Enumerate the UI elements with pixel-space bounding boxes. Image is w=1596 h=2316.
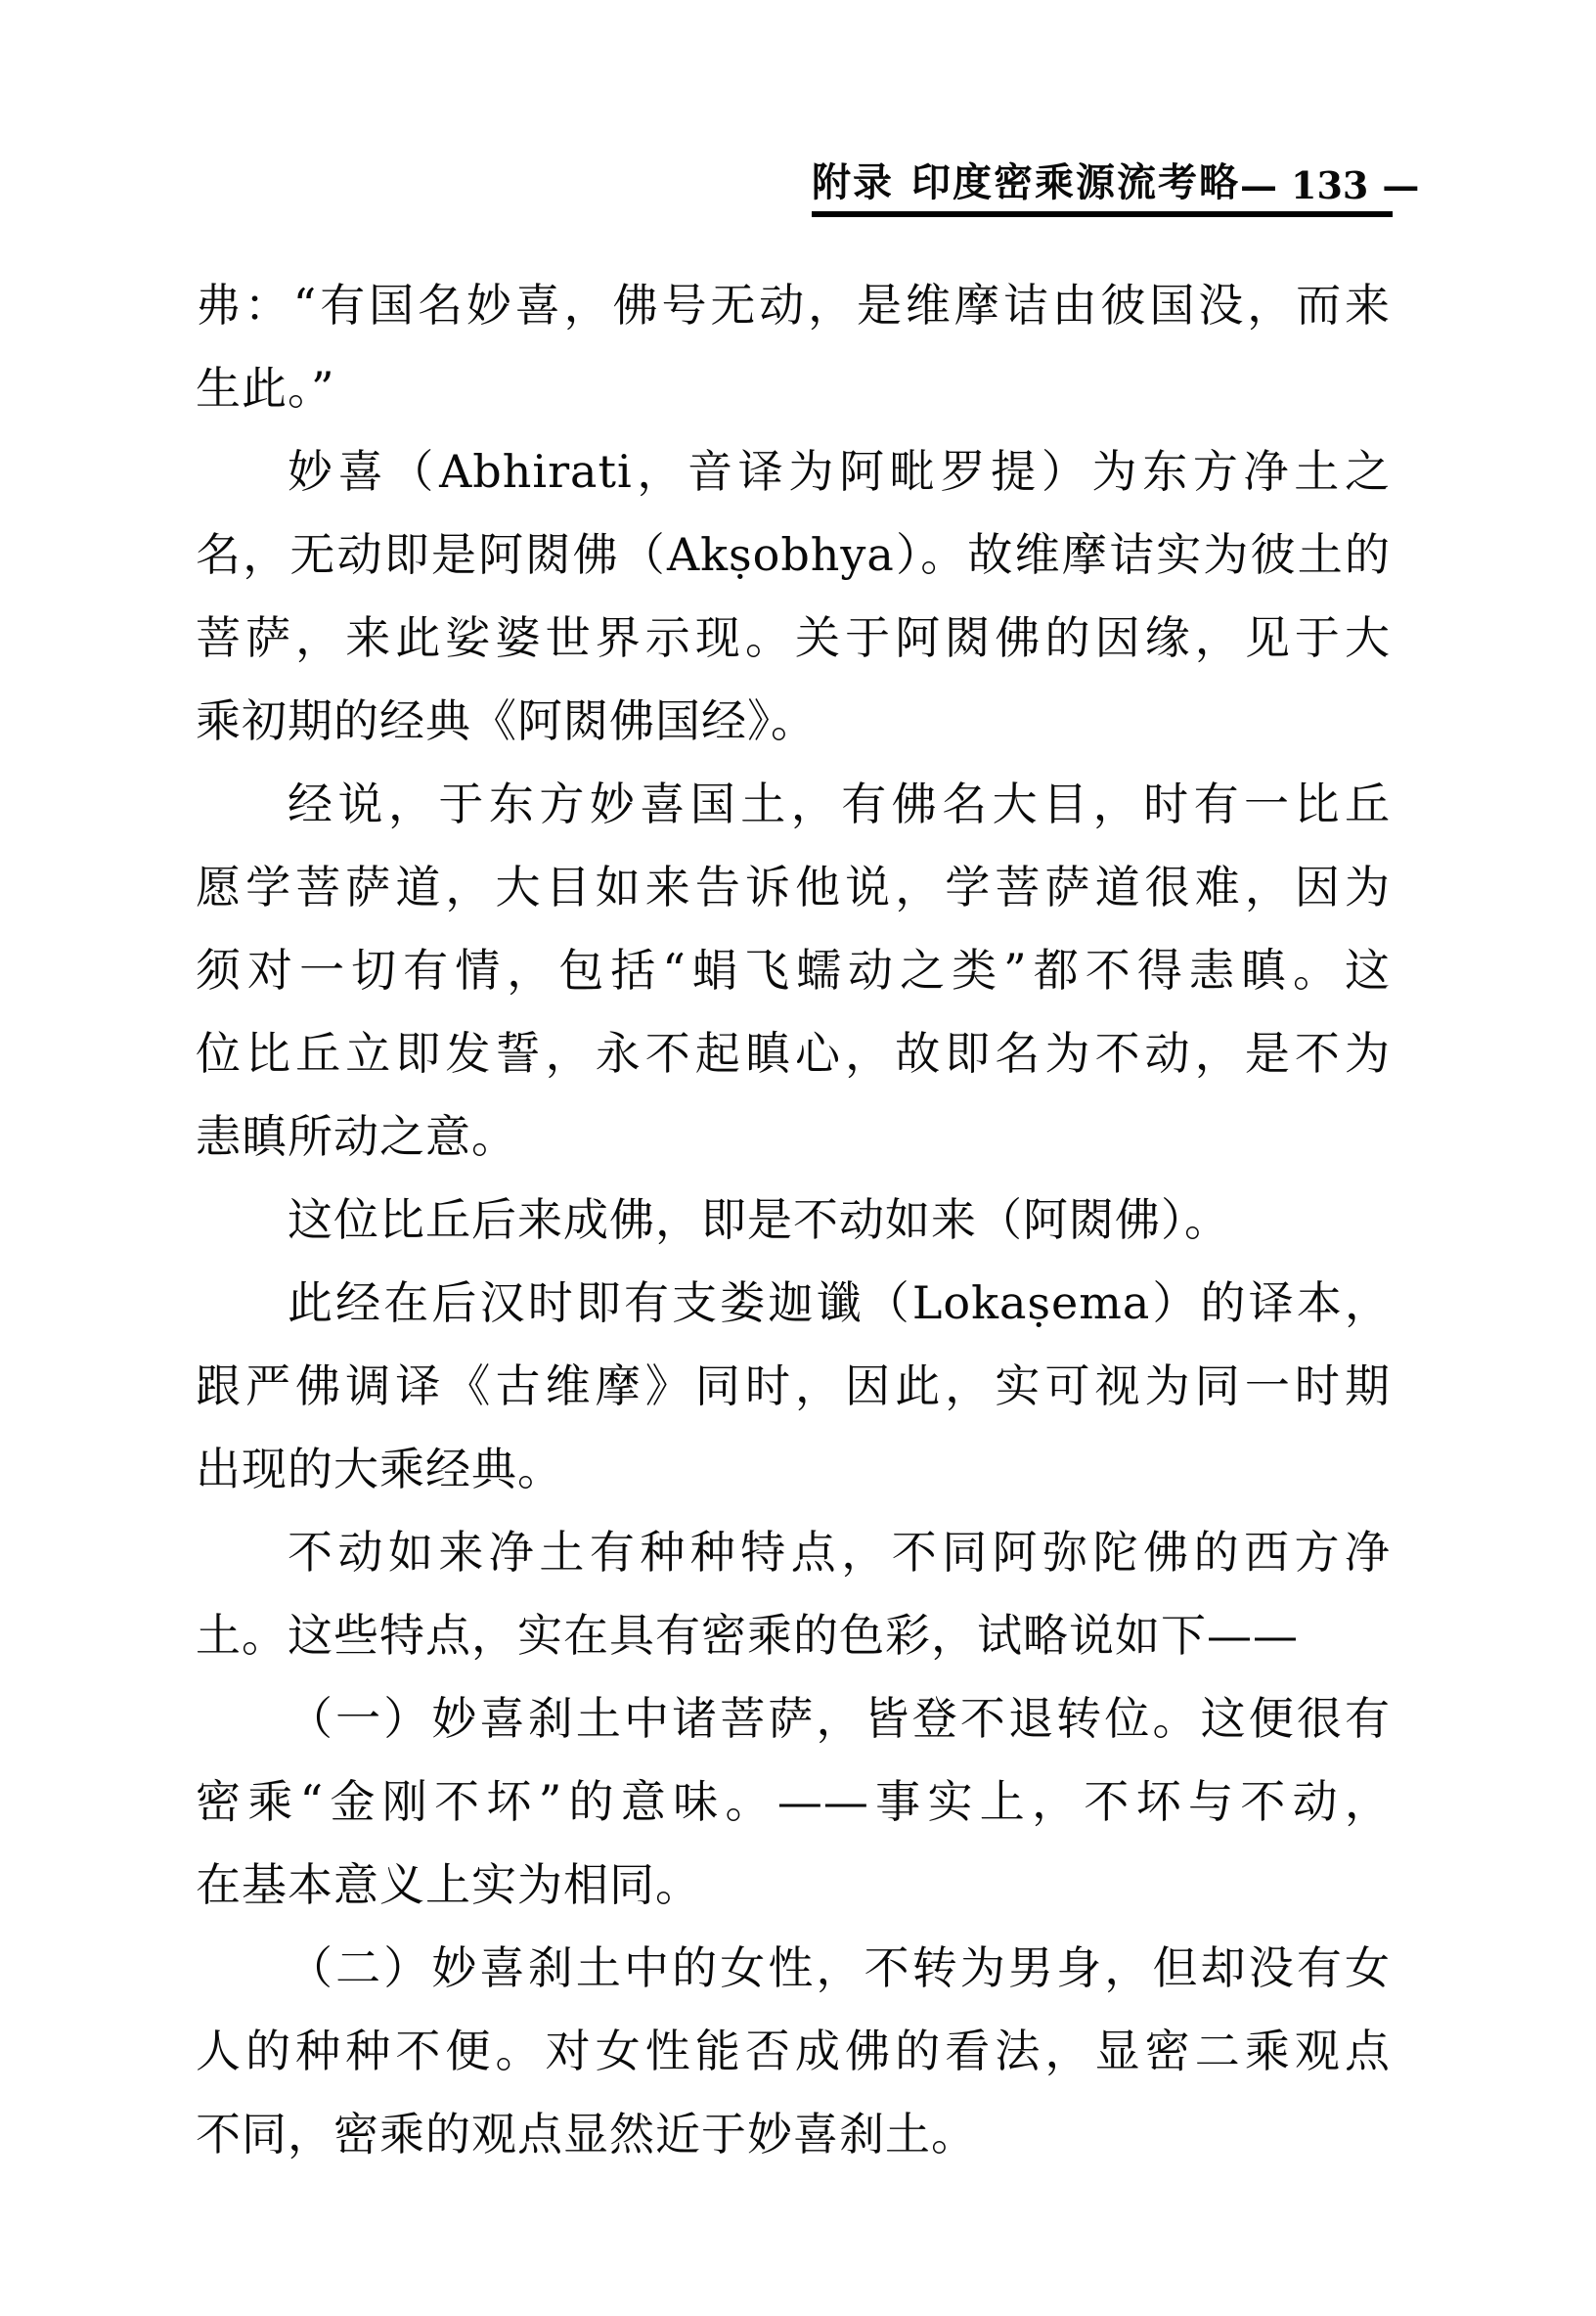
text-line: 人的种种不便。对女性能否成佛的看法，显密二乘观点 [196,2025,1391,2077]
running-head-title [812,152,1240,207]
text-line: 在基本意义上实为相同。 [196,1858,701,1911]
text-line: 此经在后汉时即有支娄迦谶（Lokaṣema）的译本， [288,1276,1391,1329]
text-line: （一）妙喜刹土中诸菩萨，皆登不退转位。这便很有 [288,1692,1391,1745]
page-header [812,156,1420,217]
text-line: 密乘“金刚不坏”的意味。——事实上，不坏与不动， [196,1775,1391,1828]
page-number-value: 133 [1291,163,1369,207]
text-line: 乘初期的经典《阿閦佛国经》。 [196,694,817,747]
text-line: 位比丘立即发誓，永不起瞋心，故即名为不动，是不为 [196,1027,1391,1080]
chapter-title: 印度密乘源流考略 [911,159,1240,205]
text-line: 跟严佛调译《古维摩》同时，因此，实可视为同一时期 [196,1359,1391,1412]
text-line: 生此。” [196,362,335,415]
text-line: 菩萨，来此娑婆世界示现。关于阿閦佛的因缘，见于大 [196,611,1391,664]
text-line: （二）妙喜刹土中的女性，不转为男身，但却没有女 [288,1941,1391,1994]
page-body [196,264,1391,2176]
text-line: 土。这些特点，实在具有密乘的色彩，试略说如下—— [196,1609,1299,1662]
text-line: 恚瞋所动之意。 [196,1110,517,1163]
page-number-dash-left: — [1240,163,1277,207]
text-line: 妙喜（Abhirati，音译为阿毗罗提）为东方净土之 [288,445,1391,498]
page-number-dash-right: — [1382,163,1420,207]
text-line: 出现的大乘经典。 [196,1443,563,1495]
text-line: 经说，于东方妙喜国土，有佛名大目，时有一比丘 [288,778,1391,830]
text-line: 弗：“有国名妙喜，佛号无动，是维摩诘由彼国没，而来 [196,279,1391,332]
text-line: 须对一切有情，包括“蜎飞蠕动之类”都不得恚瞋。这 [196,944,1391,997]
text-line: 不动如来净土有种种特点，不同阿弥陀佛的西方净 [288,1526,1391,1579]
text-line: 不同，密乘的观点显然近于妙喜刹土。 [196,2108,977,2160]
page-number [1240,163,1419,207]
text-line: 名，无动即是阿閦佛（Akṣobhya）。故维摩诘实为彼土的 [196,528,1391,581]
text-line: 这位比丘后来成佛，即是不动如来（阿閦佛）。 [288,1193,1230,1246]
section-label: 附录 [812,159,894,205]
text-line: 愿学菩萨道，大目如来告诉他说，学菩萨道很难，因为 [196,861,1391,913]
